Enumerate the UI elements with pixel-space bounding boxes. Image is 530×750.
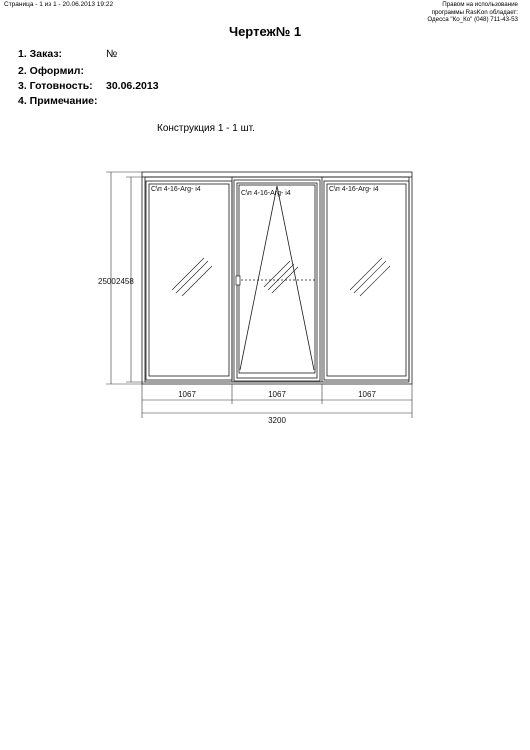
dim-outer-height: 2500 — [98, 277, 116, 286]
handle-icon — [236, 276, 240, 285]
field-order-value: № — [106, 48, 118, 60]
field-readiness-value: 30.06.2013 — [106, 80, 159, 92]
glass-label: С\п 4-16-Arg- i4 — [241, 190, 291, 197]
glass-hatch — [176, 261, 208, 293]
glass-hatch — [182, 266, 212, 296]
frame-inner-edge — [145, 177, 409, 382]
glass-hatch — [172, 258, 204, 290]
middle-sash-inner — [237, 183, 317, 378]
construction-label: Конструкция 1 - 1 шт. — [157, 123, 255, 134]
opening-direction-marker — [240, 186, 314, 370]
right-pane-glass — [327, 184, 406, 376]
dim-section-width: 1067 — [268, 390, 286, 399]
field-label: 2. Оформил: — [18, 65, 84, 77]
glass-hatch — [354, 261, 386, 293]
left-pane-frame — [146, 181, 232, 380]
field-label: 1. Заказ: — [18, 48, 63, 60]
document-title: Чертеж№ 1 — [228, 24, 302, 39]
field-label: 4. Примечание: — [18, 95, 98, 107]
outer-frame — [142, 172, 412, 384]
dim-total-width: 3200 — [268, 416, 286, 425]
glass-hatch — [268, 264, 294, 290]
glass-hatch — [360, 266, 390, 296]
glass-label: С\п 4-16-Arg- i4 — [151, 186, 201, 193]
glass-hatch — [350, 258, 382, 290]
rights-line: Правом на использование — [442, 1, 518, 8]
page-info: Страница - 1 из 1 - 20.06.2013 19:22 — [4, 1, 114, 8]
glass-label: С\п 4-16-Arg- i4 — [329, 186, 379, 193]
glass-hatch — [264, 261, 290, 287]
dim-inner-height: 2458 — [116, 277, 134, 286]
rights-line: Одесса "Ко_Ко" (048) 711-43-53 — [427, 16, 518, 24]
dim-section-width: 1067 — [178, 390, 196, 399]
dim-section-width: 1067 — [358, 390, 376, 399]
rights-line: программы RasKon обладает: — [431, 8, 518, 16]
middle-sash-frame — [234, 180, 320, 381]
field-label: 3. Готовность: — [18, 80, 93, 92]
middle-pane-glass — [239, 185, 315, 373]
